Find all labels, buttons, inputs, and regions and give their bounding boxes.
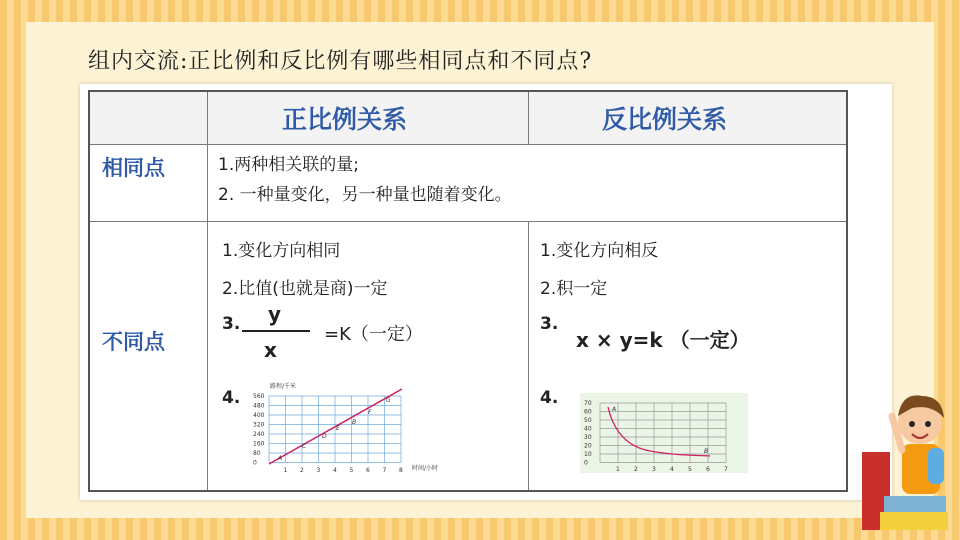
y-tick-label: 320 [253,421,265,429]
point-label: C [302,443,307,450]
point-label: E [336,425,340,432]
y-tick-label: 20 [584,442,592,450]
point-label: A [278,455,283,462]
x-tick-label: 2 [634,466,638,473]
y-tick-label: 400 [253,412,265,419]
x-tick-label: 6 [366,467,370,474]
y-tick-label: 40 [584,425,592,433]
ratio-denominator: x [264,338,277,362]
x-tick-label: 8 [399,467,403,474]
inverse-item-2: 2.积一定 [540,279,608,299]
direct-item-1: 1.变化方向相同 [222,241,341,261]
point-label: D [322,433,327,440]
y-axis-title: 路程/千米 [270,383,297,390]
slide-title: 组内交流:正比例和反比例有哪些相同点和不同点? [88,49,593,74]
y-tick-label: 70 [584,400,592,407]
inverse-item-3-number: 3. [540,314,559,334]
direct-item-4-number: 4. [222,388,241,408]
point-label: B [704,448,709,455]
ratio-constant: =K（一定） [324,324,423,345]
header-direct: 正比例关系 [282,105,408,134]
x-tick-label: 3 [652,466,656,473]
book-icon [884,496,946,512]
y-tick-label: 240 [253,431,265,438]
inverse-item-4-number: 4. [540,388,559,408]
graph-background [252,382,462,478]
y-tick-label: 30 [584,434,592,441]
direct-item-2: 2.比值(也就是商)一定 [222,279,388,299]
y-tick-label: 480 [253,402,265,410]
fraction-bar [242,330,310,332]
point-label: G [386,397,391,404]
cartoon-kid-illustration [862,386,952,536]
y-tick-label: 0 [253,459,257,467]
row-label-same: 相同点 [102,156,165,180]
point-label: B [352,419,357,426]
y-tick-label: 0 [584,459,588,467]
x-tick-label: 3 [316,467,321,474]
header-inverse: 反比例关系 [602,105,728,134]
inverse-item-1: 1.变化方向相反 [540,241,659,261]
x-tick-label: 5 [688,466,692,473]
same-point-2: 2. 一种量变化，另一种量也随着变化。 [218,185,512,205]
grid-line [528,92,529,144]
grid-line [90,144,846,145]
y-tick-label: 560 [253,393,265,400]
header-row [90,92,846,144]
direct-item-3-number: 3. [222,314,241,334]
row-label-diff: 不同点 [102,330,165,354]
x-axis-title: 时间/小时 [412,465,439,472]
grid-line [207,92,208,490]
point-label: A [612,406,617,413]
x-tick-label: 4 [333,467,337,474]
product-formula: x × y=k （一定） [576,328,750,352]
grid-line [90,221,846,222]
x-tick-label: 7 [382,467,387,474]
y-tick-label: 60 [584,408,592,416]
backpack-icon [928,448,944,484]
y-tick-label: 80 [253,450,261,457]
x-tick-label: 1 [616,466,620,473]
grid-line [528,221,529,490]
x-tick-label: 4 [670,466,674,473]
x-tick-label: 6 [706,466,710,473]
same-point-1: 1.两种相关联的量; [218,155,359,175]
x-tick-label: 5 [349,467,354,474]
x-tick-label: 1 [283,467,288,474]
inverse-proportion-graph [580,393,748,473]
y-tick-label: 10 [584,451,592,458]
book-icon [880,512,948,530]
y-tick-label: 50 [584,417,592,424]
x-tick-label: 7 [724,466,728,473]
point-label: F [368,409,372,416]
direct-proportion-graph [252,382,462,478]
graph-background [580,393,748,473]
ratio-numerator: y [268,302,282,326]
x-tick-label: 2 [300,467,304,474]
y-tick-label: 160 [253,440,265,448]
